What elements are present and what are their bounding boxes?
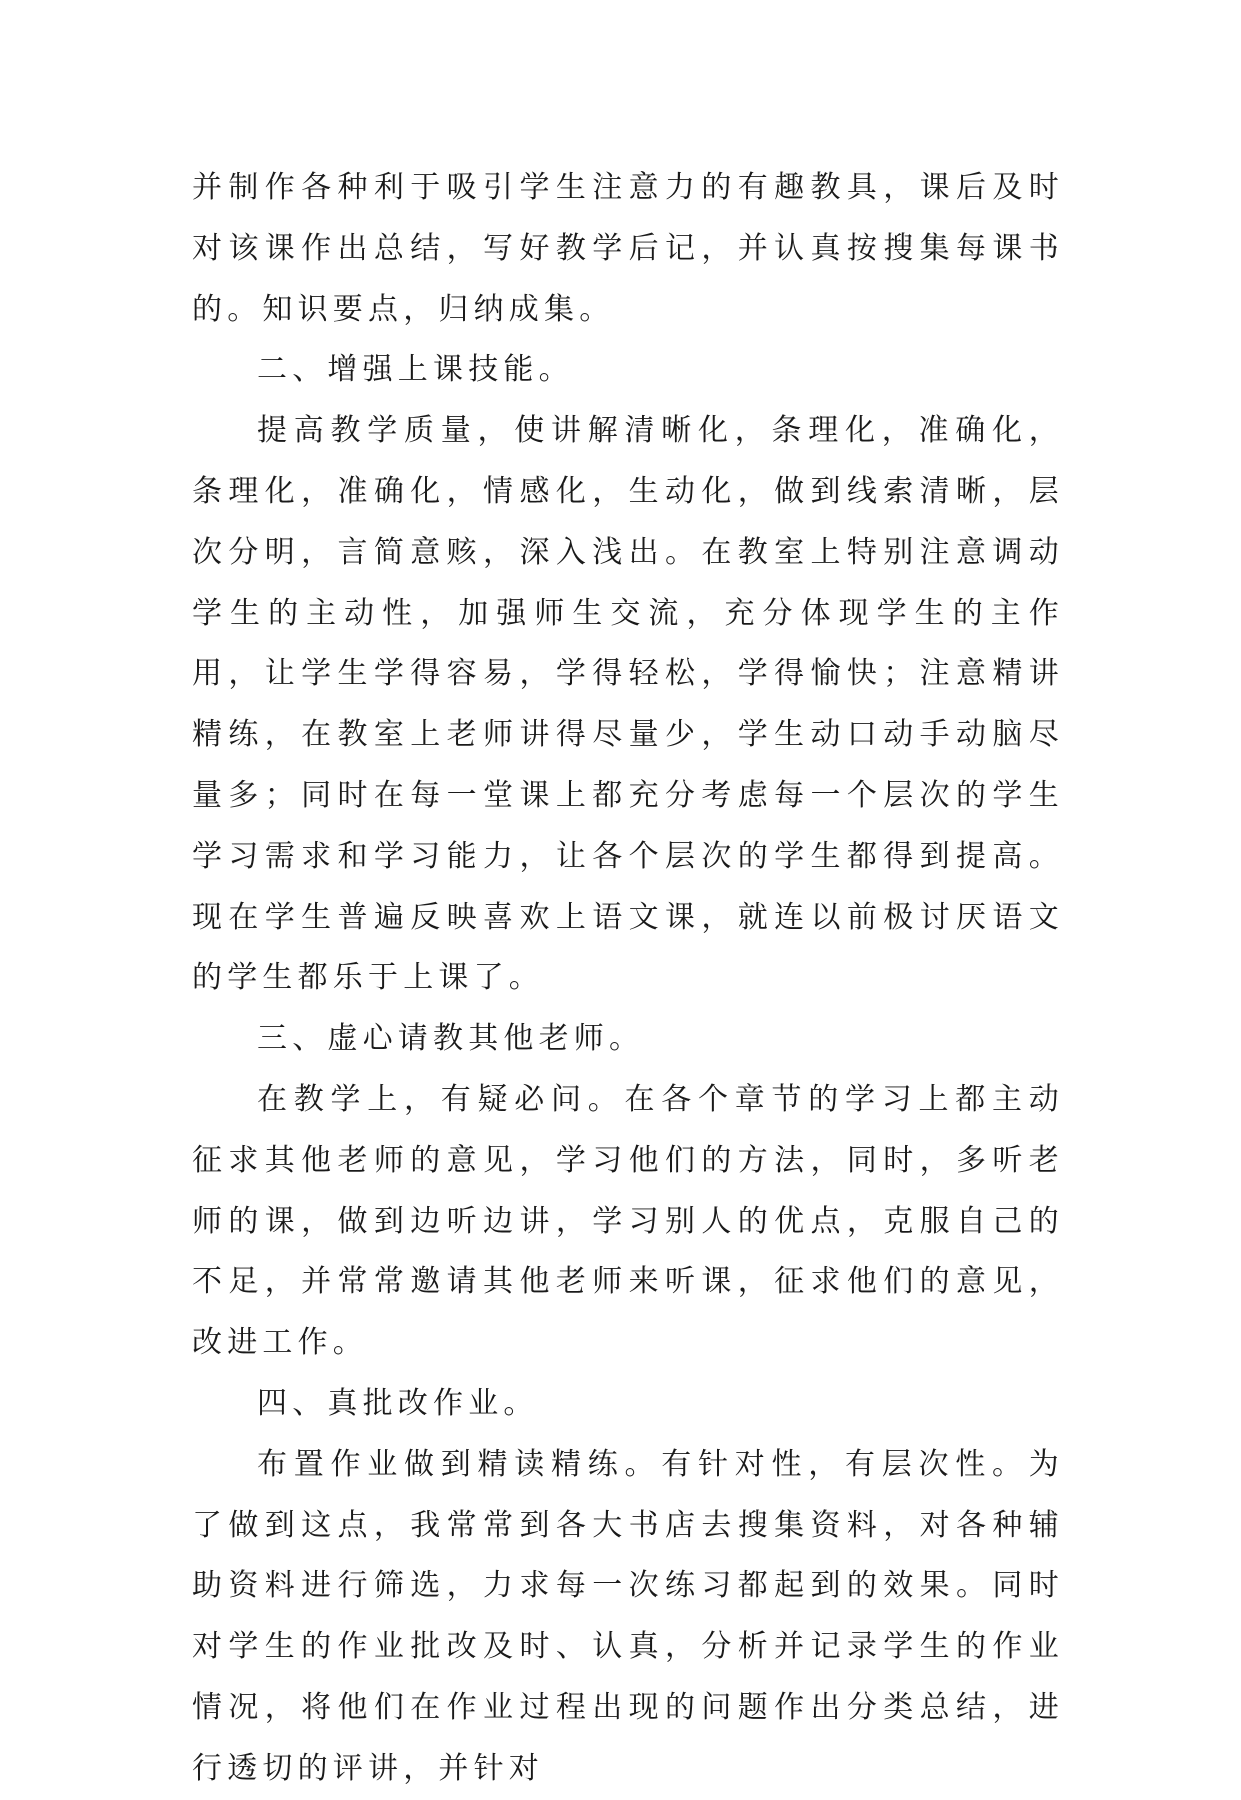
- section-heading-skills: 二、增强上课技能。: [257, 352, 574, 388]
- document-body: [192, 158, 1064, 1800]
- section-heading-consult: 三、虚心请教其他老师。: [257, 1021, 645, 1057]
- paragraph-consult: 在教学上，有疑必问。在各个章节的学习上都主动征求其他老师的意见，学习他们的方法，同时，多听老师的课，做到边听边讲，学习别人的优点，克服自己的不足，并常常邀请其他老师来听课，征求他们的意见，改进工作。: [192, 1081, 1064, 1361]
- paragraph-skills: 提高教学质量，使讲解清晰化，条理化，准确化，条理化，准确化，情感化，生动化，做到线索清晰，层次分明，言简意赅，深入浅出。在教室上特别注意调动学生的主动性，加强师生交流，充分体现学生的主作用，让学生学得容易，学得轻松，学得愉快；注意精讲精练，在教室上老师讲得尽量少，学生动口动手动脑尽量多；同时在每一堂课上都充分考虑每一个层次的学生学习需求和学习能力，让各个层次的学生都得到提高。现在学生普遍反映喜欢上语文课，就连以前极讨厌语文的学生都乐于上课了。: [192, 413, 1064, 996]
- paragraph-homework: 布置作业做到精读精练。有针对性，有层次性。为了做到这点，我常常到各大书店去搜集资料，对各种辅助资料进行筛选，力求每一次练习都起到的效果。同时对学生的作业批改及时、认真，分析并记录学生的作业情况，将他们在作业过程出现的问题作出分类总结，进行透切的评讲，并针对: [192, 1446, 1064, 1786]
- paragraph-intro-continuation: 并制作各种利于吸引学生注意力的有趣教具，课后及时对该课作出总结，写好教学后记，并认真按搜集每课书的。知识要点，归纳成集。: [192, 170, 1064, 327]
- section-heading-homework: 四、真批改作业。: [257, 1385, 539, 1421]
